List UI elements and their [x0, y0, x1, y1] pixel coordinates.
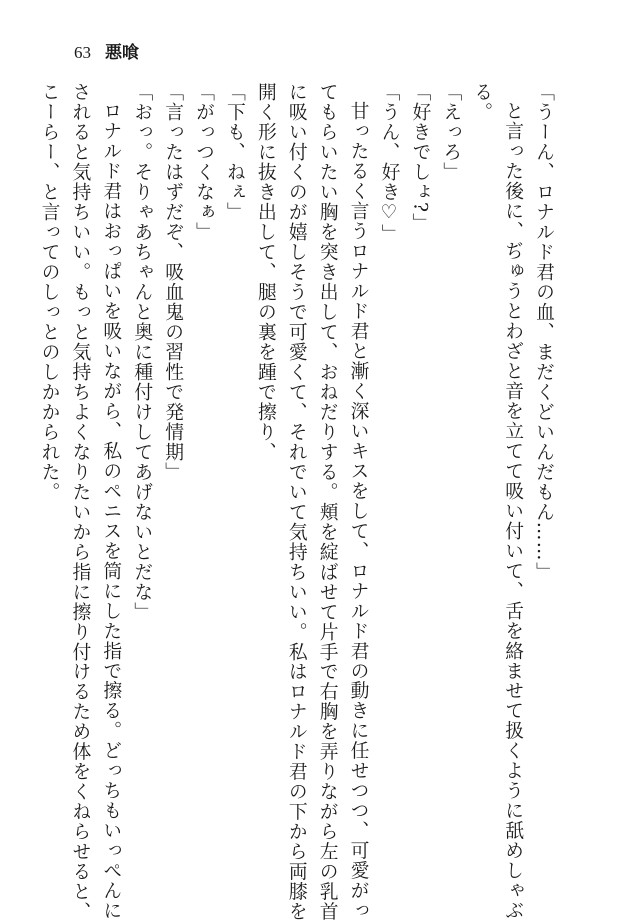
text-line: 甘ったるく言うロナルド君と漸く深いキスをして、ロナルド君の動きに任せつつ、可愛がっ — [347, 100, 369, 921]
text-line: 「下も、ねぇ」 — [223, 82, 245, 222]
text-line: 「がっつくなぁ」 — [193, 82, 215, 242]
text-line: る。 — [471, 82, 493, 122]
page-header — [74, 38, 139, 63]
text-line: 「うん、好き♡」 — [378, 82, 400, 245]
text-line: 開く形に抜き出して、腿の裏を踵で擦り、 — [254, 82, 276, 462]
text-line: と言った後に、ぢゅうとわざと音を立てて吸い付いて、舌を絡ませて扱くように舐めしゃぶ — [502, 100, 524, 921]
text-line: されると気持ちいい。もっと気持ちよくなりたいから指に擦り付けるため体をくねらせると、 — [69, 82, 91, 922]
page-number: 63 — [74, 43, 91, 62]
text-line: てもらいたい胸を突き出して、おねだりする。頬を綻ばせて片手で右胸を弄りながら左の乳首 — [316, 82, 338, 922]
body-text — [33, 82, 558, 922]
text-line: に吸い付くのが嬉しそうで可愛くて、それでいて気持ちいい。私はロナルド君の下から両膝を — [285, 82, 307, 922]
text-line: 「うーん、ロナルド君の血、まだくどいんだもん……」 — [533, 82, 554, 582]
chapter-title: 悪喰 — [105, 43, 139, 63]
text-line: ロナルド君はおっぱいを吸いながら、私のペニスを筒にした指で擦る。どっちもいっぺんに — [100, 100, 122, 921]
text-line: こーらー、と言ってのしっとのしかかられた。 — [38, 82, 60, 502]
text-line: 「言ったはずだぞ、吸血鬼の習性で発情期」 — [162, 82, 184, 482]
text-line: 「えっろ」 — [440, 82, 462, 182]
text-line: 「好きでしょ?」 — [409, 82, 431, 234]
text-line: 「おっ。そりゃあちゃんと奥に種付けしてあげないとだな」 — [131, 82, 153, 622]
